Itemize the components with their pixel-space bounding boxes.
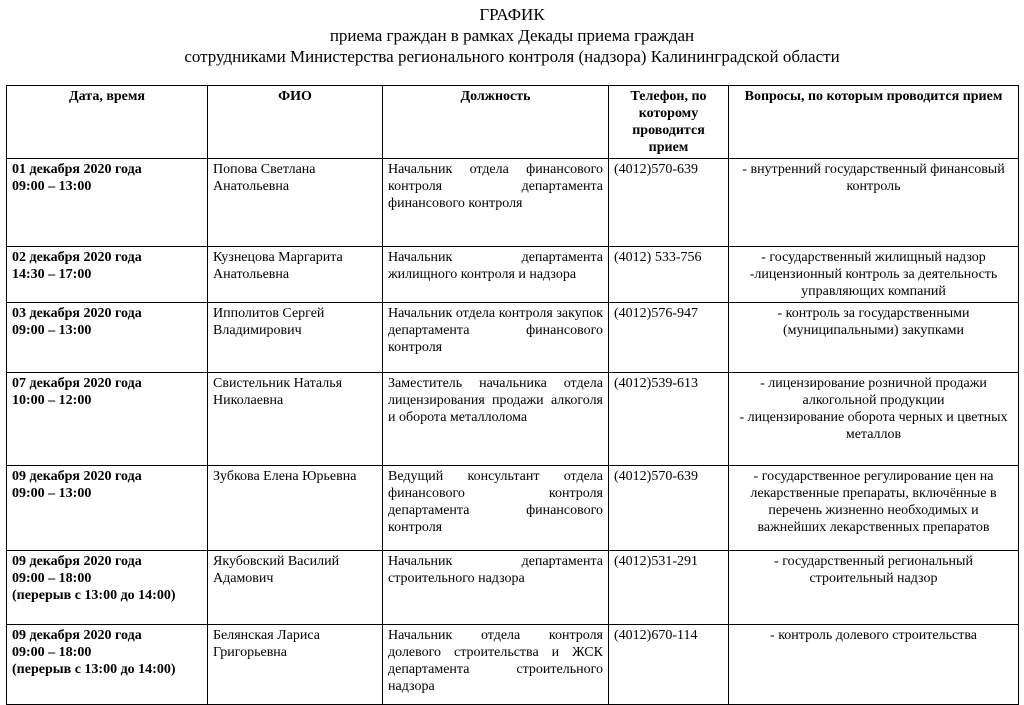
cell-topics xyxy=(729,466,1019,551)
topic-item: - государственный региональный строительный надзор xyxy=(774,554,973,586)
column-header-date: Дата, время xyxy=(7,86,208,159)
topic-item: - государственное регулирование цен на лекарственные препараты, включённые в перечень жизненно необходимых и важнейших лекарственных препаратов xyxy=(750,469,997,535)
cell-topics xyxy=(729,551,1019,625)
table-row xyxy=(7,303,1019,373)
cell-date-time xyxy=(7,625,208,705)
schedule-table xyxy=(6,85,1019,705)
cell-date-time xyxy=(7,247,208,303)
cell-phone: (4012)570-639 xyxy=(609,466,729,551)
topic-item: - внутренний государственный финансовый контроль xyxy=(742,162,1005,194)
cell-phone: (4012)539-613 xyxy=(609,373,729,466)
cell-topics xyxy=(729,247,1019,303)
row-break: (перерыв с 13:00 до 14:00) xyxy=(12,588,176,603)
cell-phone: (4012)570-639 xyxy=(609,159,729,247)
row-time: 09:00 – 13:00 xyxy=(12,486,92,501)
cell-date-time xyxy=(7,303,208,373)
cell-fio: Свистельник Наталья Николаевна xyxy=(208,373,383,466)
cell-fio: Якубовский Василий Адамович xyxy=(208,551,383,625)
table-row xyxy=(7,373,1019,466)
column-header-position: Должность xyxy=(383,86,609,159)
cell-phone: (4012)576-947 xyxy=(609,303,729,373)
cell-date-time xyxy=(7,551,208,625)
document-subtitle: приема граждан в рамках Декады приема граждан xyxy=(329,26,695,45)
table-header-row xyxy=(7,86,1019,159)
cell-fio: Белянская Лариса Григорьевна xyxy=(208,625,383,705)
row-date: 09 декабря 2020 года xyxy=(12,628,142,643)
topic-item: -лицензионный контроль за деятельность управляющих компаний xyxy=(749,267,998,299)
row-date: 07 декабря 2020 года xyxy=(12,376,142,391)
row-time: 14:30 – 17:00 xyxy=(12,267,92,282)
cell-date-time xyxy=(7,159,208,247)
cell-fio: Кузнецова Маргарита Анатольевна xyxy=(208,247,383,303)
row-date: 01 декабря 2020 года xyxy=(12,162,142,177)
cell-position: Начальник департамента строительного надзора xyxy=(383,551,609,625)
cell-topics xyxy=(729,159,1019,247)
cell-date-time xyxy=(7,373,208,466)
cell-position: Начальник департамента жилищного контроля и надзора xyxy=(383,247,609,303)
row-time: 09:00 – 18:00 xyxy=(12,645,92,660)
cell-topics xyxy=(729,373,1019,466)
row-break: (перерыв с 13:00 до 14:00) xyxy=(12,662,176,677)
column-header-phone: Телефон, по которому проводится прием xyxy=(609,86,729,159)
cell-fio: Попова Светлана Анатольевна xyxy=(208,159,383,247)
row-date: 02 декабря 2020 года xyxy=(12,250,142,265)
cell-fio: Зубкова Елена Юрьевна xyxy=(208,466,383,551)
table-row xyxy=(7,551,1019,625)
row-time: 09:00 – 13:00 xyxy=(12,179,92,194)
cell-phone: (4012)531-291 xyxy=(609,551,729,625)
document-subtitle-org: сотрудниками Министерства регионального контроля (надзора) Калининградской области xyxy=(184,47,840,66)
table-row xyxy=(7,159,1019,247)
topic-item: - контроль за государственными (муниципальными) закупками xyxy=(777,306,970,338)
table-row xyxy=(7,466,1019,551)
topic-item: - лицензирование оборота черных и цветных металлов xyxy=(739,410,1008,442)
row-date: 09 декабря 2020 года xyxy=(12,469,142,484)
cell-topics xyxy=(729,303,1019,373)
cell-topics xyxy=(729,625,1019,705)
cell-date-time xyxy=(7,466,208,551)
cell-fio: Ипполитов Сергей Владимирович xyxy=(208,303,383,373)
cell-position: Ведущий консультант отдела финансового контроля департамента финансового контроля xyxy=(383,466,609,551)
topic-item: - контроль долевого строительства xyxy=(770,628,977,643)
table-row xyxy=(7,625,1019,705)
cell-phone: (4012) 533-756 xyxy=(609,247,729,303)
cell-position: Начальник отдела контроля закупок департамента финансового контроля xyxy=(383,303,609,373)
row-date: 09 декабря 2020 года xyxy=(12,554,142,569)
row-time: 10:00 – 12:00 xyxy=(12,393,92,408)
row-time: 09:00 – 18:00 xyxy=(12,571,92,586)
cell-position: Начальник отдела контроля долевого строительства и ЖСК департамента строительного надзора xyxy=(383,625,609,705)
row-date: 03 декабря 2020 года xyxy=(12,306,142,321)
document-title: ГРАФИК xyxy=(479,5,545,24)
row-time: 09:00 – 13:00 xyxy=(12,323,92,338)
topic-item: - лицензирование розничной продажи алкогольной продукции xyxy=(760,376,987,408)
cell-position: Заместитель начальника отдела лицензирования продажи алкоголя и оборота металлолома xyxy=(383,373,609,466)
table-row xyxy=(7,247,1019,303)
column-header-fio: ФИО xyxy=(208,86,383,159)
column-header-topics: Вопросы, по которым проводится прием xyxy=(729,86,1019,159)
cell-phone: (4012)670-114 xyxy=(609,625,729,705)
topic-item: - государственный жилищный надзор xyxy=(761,250,986,265)
cell-position: Начальник отдела финансового контроля департамента финансового контроля xyxy=(383,159,609,247)
